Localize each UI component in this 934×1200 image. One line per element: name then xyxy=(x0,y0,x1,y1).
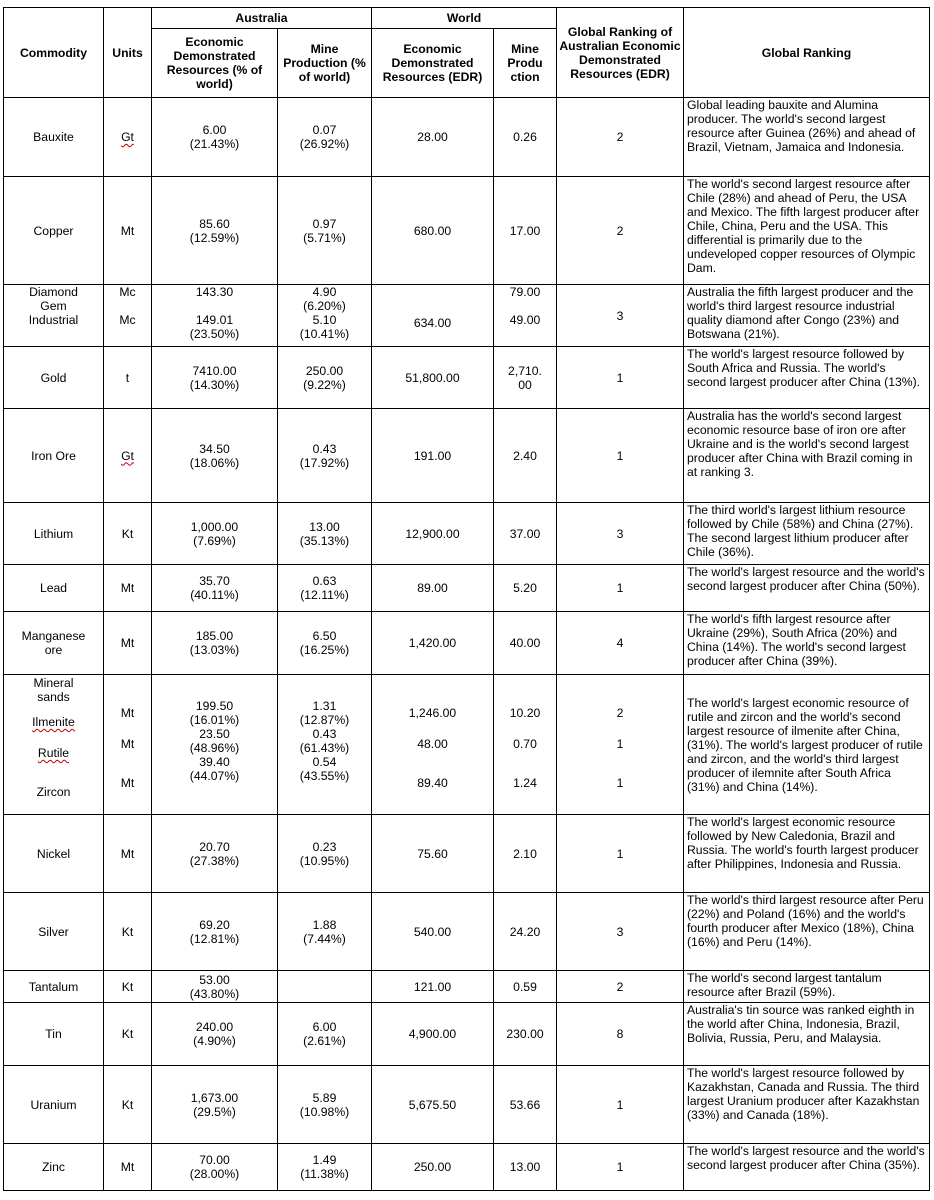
remark-cell: Australia's tin source was ranked eighth in the world after China, Indonesia, Brazil, Bolivia, Russia, Peru, and Malaysia. xyxy=(684,1003,930,1066)
units-cell: Kt xyxy=(104,893,152,971)
world-edr-cell: 89.00 xyxy=(372,565,494,612)
commodity-cell: Nickel xyxy=(4,815,104,893)
aus-mine-cell: 1.49 (11.38%) xyxy=(278,1144,372,1191)
commodity-cell: Bauxite xyxy=(4,98,104,177)
aus-edr-cell: 53.00 (43.80%) xyxy=(152,971,278,1003)
header-world-mine: Mine Produ ction xyxy=(494,29,557,98)
commodity-cell: Zinc xyxy=(4,1144,104,1191)
world-edr-cell: 1,420.00 xyxy=(372,612,494,675)
aus-edr-cell: 240.00 (4.90%) xyxy=(152,1003,278,1066)
remark-cell: Australia has the world's second largest economic resource base of iron ore after Ukraine and is the world's second largest producer after China with Brazil coming in at ranking 3. xyxy=(684,409,930,503)
remark-cell: The world's fifth largest resource after Ukraine (29%), South Africa (20%) and China (14%). The world's second largest producer after China (39%). xyxy=(684,612,930,675)
header-aus-mine: Mine Production (% of world) xyxy=(278,29,372,98)
world-edr-cell: 121.00 xyxy=(372,971,494,1003)
header-units: Units xyxy=(104,8,152,98)
units-cell: Kt xyxy=(104,1066,152,1144)
aus-mine-cell: 1.88 (7.44%) xyxy=(278,893,372,971)
commodity-cell: Tin xyxy=(4,1003,104,1066)
table-row xyxy=(4,893,930,971)
table-row xyxy=(4,1066,930,1144)
units-cell: Mt xyxy=(104,177,152,285)
aus-edr-cell: 143.30 149.01 (23.50%) xyxy=(152,285,278,347)
remark-cell: The world's largest resource followed by Kazakhstan, Canada and Russia. The third largest Uranium producer after Kazakhstan (33%) and Canada (18%). xyxy=(684,1066,930,1144)
world-mine-cell: 37.00 xyxy=(494,503,557,565)
table-row xyxy=(4,409,930,503)
aus-mine-cell: 5.89 (10.98%) xyxy=(278,1066,372,1144)
aus-mine-cell: 0.63 (12.11%) xyxy=(278,565,372,612)
world-mine-cell: 17.00 xyxy=(494,177,557,285)
sub-commodity-ilmenite: Ilmenite xyxy=(32,715,75,729)
remark-cell: The world's largest economic resource of rutile and zircon and the world's second largest resource of ilmenite after China, (31%). The world's largest producer of rutile and zircon, and the world's third largest producer of ilemnite after South Africa (31%) and China (14%). xyxy=(684,675,930,815)
units-rutile: Mt xyxy=(120,737,135,751)
world-edr-cell: 28.00 xyxy=(372,98,494,177)
commodity-cell: Tantalum xyxy=(4,971,104,1003)
remark-cell: The world's second largest tantalum resource after Brazil (59%). xyxy=(684,971,930,1003)
commodity-cell: Lithium xyxy=(4,503,104,565)
world-mine-cell: 53.66 xyxy=(494,1066,557,1144)
table-row xyxy=(4,675,930,815)
aus-edr-zircon: 39.40 (44.07%) xyxy=(189,755,240,783)
remark-cell: The world's largest resource and the world's second largest producer after China (50%). xyxy=(684,565,930,612)
table-row xyxy=(4,347,930,409)
commodity-cell: Uranium xyxy=(4,1066,104,1144)
rank-cell: 1 xyxy=(557,347,684,409)
aus-mine-cell: 13.00 (35.13%) xyxy=(278,503,372,565)
world-edr-cell: 540.00 xyxy=(372,893,494,971)
aus-mine-cell xyxy=(278,971,372,1003)
aus-mine-ilmenite: 1.31 (12.87%) xyxy=(299,699,350,727)
rank-cell: 4 xyxy=(557,612,684,675)
table-row xyxy=(4,971,930,1003)
remark-cell: The world's largest resource and the world's second largest producer after China (35%). xyxy=(684,1144,930,1191)
aus-mine-cell: 250.00 (9.22%) xyxy=(278,347,372,409)
units-cell: Kt xyxy=(104,1003,152,1066)
aus-edr-cell: 1,000.00 (7.69%) xyxy=(152,503,278,565)
aus-edr-cell: 1,673.00 (29.5%) xyxy=(152,1066,278,1144)
sub-commodity-rutile: Rutile xyxy=(37,746,70,760)
commodity-cell: Silver xyxy=(4,893,104,971)
rank-cell: 1 xyxy=(557,1144,684,1191)
aus-edr-cell xyxy=(152,675,278,815)
world-edr-cell: 191.00 xyxy=(372,409,494,503)
aus-mine-cell: 0.07 (26.92%) xyxy=(278,98,372,177)
table-row xyxy=(4,98,930,177)
units-cell: Gt xyxy=(121,130,134,144)
remark-cell: Global leading bauxite and Alumina producer. The world's second largest resource after Guinea (26%) and ahead of Brazil, Vietnam, Jamaica and Indonesia. xyxy=(684,98,930,177)
aus-edr-cell: 35.70 (40.11%) xyxy=(152,565,278,612)
aus-mine-cell: 4.90 (6.20%) 5.10 (10.41%) xyxy=(278,285,372,347)
units-zircon: Mt xyxy=(120,776,135,790)
remark-cell: The world's largest resource followed by South Africa and Russia. The world's second largest producer after China (13%). xyxy=(684,347,930,409)
table-row xyxy=(4,1144,930,1191)
world-mine-cell: 5.20 xyxy=(494,565,557,612)
commodity-group-label: Mineral sands xyxy=(33,676,74,704)
table-row xyxy=(4,503,930,565)
rank-zircon: 1 xyxy=(616,776,624,790)
units-cell: Mt xyxy=(104,815,152,893)
aus-mine-cell: 6.00 (2.61%) xyxy=(278,1003,372,1066)
remark-cell: Australia the fifth largest producer and the world's third largest resource industrial quality diamond after Congo (23%) and Botswana (21%). xyxy=(684,285,930,347)
remark-cell: The world's third largest resource after Peru (22%) and Poland (16%) and the world's fourth producer after Mexico (18%), China (16%) and Peru (14%). xyxy=(684,893,930,971)
aus-mine-rutile: 0.43 (61.43%) xyxy=(299,727,350,755)
world-edr-cell: 5,675.50 xyxy=(372,1066,494,1144)
table-row xyxy=(4,612,930,675)
table-row xyxy=(4,177,930,285)
rank-cell: 8 xyxy=(557,1003,684,1066)
world-mine-cell: 0.59 xyxy=(494,971,557,1003)
world-edr-rutile: 48.00 xyxy=(417,737,448,751)
world-mine-cell: 79.00 49.00 xyxy=(494,285,557,347)
rank-cell: 1 xyxy=(557,565,684,612)
world-mine-cell: 40.00 xyxy=(494,612,557,675)
aus-edr-cell: 6.00 (21.43%) xyxy=(152,98,278,177)
units-cell: Mt xyxy=(104,565,152,612)
rank-cell: 3 xyxy=(557,285,684,347)
world-mine-ilmenite: 10.20 xyxy=(509,706,541,720)
table-row xyxy=(4,285,930,347)
world-mine-cell: 2,710. 00 xyxy=(494,347,557,409)
header-ranking-aus-edr: Global Ranking of Australian Economic Demonstrated Resources (EDR) xyxy=(557,8,684,98)
commodity-cell: Manganese ore xyxy=(4,612,104,675)
aus-edr-ilmenite: 199.50 (16.01%) xyxy=(189,699,240,727)
units-cell xyxy=(104,675,152,815)
units-cell: Kt xyxy=(104,971,152,1003)
world-mine-cell: 13.00 xyxy=(494,1144,557,1191)
aus-edr-cell: 7410.00 (14.30%) xyxy=(152,347,278,409)
header-global-ranking: Global Ranking xyxy=(684,8,930,98)
commodity-table xyxy=(3,7,930,1191)
world-edr-cell: 634.00 xyxy=(372,285,494,347)
aus-mine-cell: 6.50 (16.25%) xyxy=(278,612,372,675)
world-edr-cell: 75.60 xyxy=(372,815,494,893)
table-row xyxy=(4,565,930,612)
rank-cell: 2 xyxy=(557,98,684,177)
aus-edr-cell: 20.70 (27.38%) xyxy=(152,815,278,893)
rank-cell: 2 xyxy=(557,177,684,285)
remark-cell: The third world's largest lithium resource followed by Chile (58%) and China (27%). The second largest lithium producer after Chile (36%). xyxy=(684,503,930,565)
world-mine-zircon: 1.24 xyxy=(513,776,537,790)
remark-cell: The world's second largest resource after Chile (28%) and ahead of Peru, the USA and Mexico. The fifth largest producer after Chile, China, Peru and the USA. This differential is primarily due to the undeveloped copper resources of Olympic Dam. xyxy=(684,177,930,285)
world-edr-cell: 4,900.00 xyxy=(372,1003,494,1066)
aus-edr-cell: 69.20 (12.81%) xyxy=(152,893,278,971)
world-mine-cell: 0.26 xyxy=(494,98,557,177)
table-row xyxy=(4,1003,930,1066)
world-mine-cell xyxy=(494,675,557,815)
remark-cell: The world's largest economic resource followed by New Caledonia, Brazil and Russia. The world's fourth largest producer after Philippines, Indonesia and Russia. xyxy=(684,815,930,893)
commodity-cell: Lead xyxy=(4,565,104,612)
aus-edr-rutile: 23.50 (48.96%) xyxy=(189,727,240,755)
aus-edr-cell: 85.60 (12.59%) xyxy=(152,177,278,285)
world-edr-cell: 680.00 xyxy=(372,177,494,285)
world-edr-cell: 250.00 xyxy=(372,1144,494,1191)
rank-rutile: 1 xyxy=(616,737,624,751)
units-cell: t xyxy=(104,347,152,409)
world-mine-cell: 24.20 xyxy=(494,893,557,971)
header-world: World xyxy=(372,8,557,29)
header-world-edr: Economic Demonstrated Resources (EDR) xyxy=(372,29,494,98)
commodity-cell: Diamond Gem Industrial xyxy=(4,285,104,347)
header-commodity: Commodity xyxy=(4,8,104,98)
table-body xyxy=(4,98,930,1191)
world-edr-ilmenite: 1,246.00 xyxy=(408,706,457,720)
units-cell: Mt xyxy=(104,612,152,675)
commodity-cell xyxy=(4,675,104,815)
units-cell: Kt xyxy=(104,503,152,565)
aus-edr-cell: 70.00 (28.00%) xyxy=(152,1144,278,1191)
world-edr-cell: 51,800.00 xyxy=(372,347,494,409)
rank-cell: 1 xyxy=(557,409,684,503)
world-mine-cell: 2.10 xyxy=(494,815,557,893)
aus-mine-cell: 0.97 (5.71%) xyxy=(278,177,372,285)
aus-edr-cell: 34.50 (18.06%) xyxy=(152,409,278,503)
rank-cell: 1 xyxy=(557,815,684,893)
units-cell: Gt xyxy=(121,448,134,463)
aus-mine-cell: 0.23 (10.95%) xyxy=(278,815,372,893)
rank-cell: 2 xyxy=(557,971,684,1003)
commodity-cell: Gold xyxy=(4,347,104,409)
world-edr-cell xyxy=(372,675,494,815)
aus-mine-cell: 0.43 (17.92%) xyxy=(278,409,372,503)
units-cell: Mc Mc xyxy=(104,285,152,347)
units-ilmenite: Mt xyxy=(120,706,135,720)
aus-mine-zircon: 0.54 (43.55%) xyxy=(299,755,350,783)
header-aus-edr: Economic Demonstrated Resources (% of world) xyxy=(152,29,278,98)
sub-commodity-zircon: Zircon xyxy=(36,785,71,799)
world-mine-rutile: 0.70 xyxy=(513,737,537,751)
aus-edr-cell: 185.00 (13.03%) xyxy=(152,612,278,675)
rank-cell xyxy=(557,675,684,815)
commodity-cell: Copper xyxy=(4,177,104,285)
aus-mine-cell xyxy=(278,675,372,815)
rank-cell: 1 xyxy=(557,1066,684,1144)
rank-cell: 3 xyxy=(557,893,684,971)
header-australia: Australia xyxy=(152,8,372,29)
rank-ilmenite: 2 xyxy=(616,706,624,720)
world-edr-zircon: 89.40 xyxy=(417,776,448,790)
rank-cell: 3 xyxy=(557,503,684,565)
units-cell: Mt xyxy=(104,1144,152,1191)
world-edr-cell: 12,900.00 xyxy=(372,503,494,565)
world-mine-cell: 230.00 xyxy=(494,1003,557,1066)
commodity-cell: Iron Ore xyxy=(4,409,104,503)
world-mine-cell: 2.40 xyxy=(494,409,557,503)
table-row xyxy=(4,815,930,893)
